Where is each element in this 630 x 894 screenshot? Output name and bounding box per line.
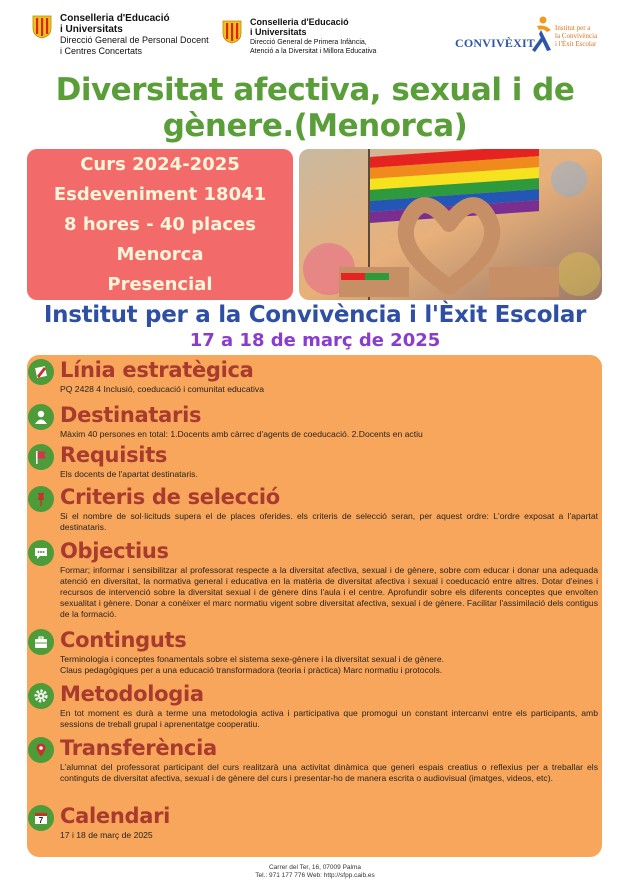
section-title: Criteris de selecció bbox=[60, 485, 280, 509]
logo2-line4: Atenció a la Diversitat i Millora Educativa bbox=[250, 48, 377, 55]
crest-icon bbox=[222, 20, 242, 44]
chat-icon bbox=[28, 540, 54, 566]
person-icon bbox=[28, 404, 54, 430]
footer-address: Carrer del Ter, 16, 07009 Palma bbox=[268, 864, 361, 871]
section-body: L'alumnat del professorat participant del curs realitzarà una activitat dinàmica que generi espais creatius o reflexius per a treballar els continguts de diversitat afectiva, sexual i de gènere del curs i presentar-ho de manera escrita o audiovisual (imatges, videos, etc). bbox=[60, 762, 598, 783]
section-body: En tot moment es durà a terme una metodologia activa i participativa que promogui un constant intercanvi entre els participants, amb sessions de treball grupal i aprenentatge cooperatiu. bbox=[60, 708, 598, 729]
location: Menorca bbox=[116, 244, 204, 265]
pencil-icon bbox=[28, 359, 54, 385]
section-title: Metodologia bbox=[60, 682, 204, 706]
logo1-line1: Conselleria d'Educació bbox=[60, 13, 170, 24]
rainbow-heart-image bbox=[299, 149, 602, 300]
rainbow-heart-photo bbox=[299, 149, 602, 300]
logo1-line3: Direcció General de Personal Docent bbox=[60, 35, 209, 45]
event-dates: 17 a 18 de març de 2025 bbox=[189, 330, 441, 351]
convivexit-tag2: la Convivència bbox=[555, 32, 598, 40]
flag-icon bbox=[28, 444, 54, 470]
event-number: Esdeveniment 18041 bbox=[53, 184, 267, 205]
modality: Presencial bbox=[107, 274, 213, 295]
logo1-line2: i Universitats bbox=[60, 24, 123, 35]
footer bbox=[0, 864, 630, 880]
calendar-icon bbox=[28, 805, 54, 831]
gear-icon bbox=[28, 683, 54, 709]
logo2-line3: Direcció General de Primera Infància, bbox=[250, 39, 367, 46]
pin-icon bbox=[28, 486, 54, 512]
location-icon bbox=[28, 737, 54, 763]
hours-places: 8 hores - 40 places bbox=[64, 214, 256, 235]
section-title: Transferència bbox=[60, 736, 217, 760]
section-title: Objectius bbox=[60, 539, 169, 563]
section-title: Calendari bbox=[60, 804, 171, 828]
section-body: 17 i 18 de març de 2025 bbox=[60, 830, 153, 840]
logo2-line2: i Universitats bbox=[250, 27, 307, 37]
section-title: Requisits bbox=[60, 443, 168, 467]
section-body: Els docents de l'apartat destinataris. bbox=[60, 469, 198, 479]
footer-contact: Tel.: 971 177 776 Web: http://sfpp.caib.es bbox=[255, 872, 375, 879]
title-line1: Diversitat afectiva, sexual i de bbox=[55, 72, 575, 108]
calendar-icon-day: 7 bbox=[38, 816, 44, 825]
convivexit-brand: CONVIVÈXIT bbox=[455, 36, 536, 50]
section-body: PQ 2428 4 Inclusió, coeducació i comunitat educativa bbox=[60, 384, 264, 394]
course-details-box bbox=[27, 355, 602, 857]
convivexit-logo bbox=[455, 16, 605, 56]
logo2-line1: Conselleria d'Educació bbox=[250, 17, 349, 27]
section-body: Si el nombre de sol·licituds supera el de places oferides. els criteris de selecció seran, per aquest ordre: L'ordre exposat a l'apartat destinataris. bbox=[60, 511, 598, 532]
section-title: Destinataris bbox=[60, 403, 202, 427]
page-title bbox=[0, 72, 630, 144]
section-body: Formar; informar i sensibilitzar al professorat respecte a la diversitat afectiva, sexual i de gènere, sobre com educar i donar una adequada atenció en diversitat, la normativa general i educativa en la matèria de diversitat afectiva i sexual i coeducació entre altres. Dotar d'eines i recursos de intervenció sobre la diversitat sexual i de gènere dins l'aula i el centre. Aprofundir sobre els diferents conceptes que envolten sexualitat i gènere. Donar a conèixer el marc normatiu vigent sobre diversitat afectiva, sexual i de gènere. Facilitar l'assimilació dels contigus de la formació. bbox=[60, 565, 598, 619]
institute-name: Institut per a la Convivència i l'Èxit Escolar bbox=[43, 302, 587, 328]
convivexit-tag3: i l'Èxit Escolar bbox=[555, 40, 597, 48]
section-title: Continguts bbox=[60, 628, 187, 652]
convivexit-tag1: Institut per a bbox=[555, 24, 591, 32]
course-year: Curs 2024-2025 bbox=[80, 154, 240, 175]
briefcase-icon bbox=[28, 629, 54, 655]
title-line2: gènere.(Menorca) bbox=[162, 108, 468, 144]
section-title: Línia estratègica bbox=[60, 358, 254, 382]
crest-icon bbox=[32, 15, 52, 39]
section-body: Màxim 40 persones en total: 1.Docents amb càrrec d'agents de coeducació. 2.Docents en actiu bbox=[60, 429, 423, 439]
logo1-line4: i Centres Concertats bbox=[60, 46, 143, 56]
course-info-box bbox=[27, 149, 293, 300]
section-body: Terminologia i conceptes fonamentals sobre el sistema sexe-gènere i la diversitat sexual i de gènere. Claus pedagògiques per a una educació transformadora (teoria i pràctica) Marc normatiu i protocols. bbox=[60, 654, 445, 675]
